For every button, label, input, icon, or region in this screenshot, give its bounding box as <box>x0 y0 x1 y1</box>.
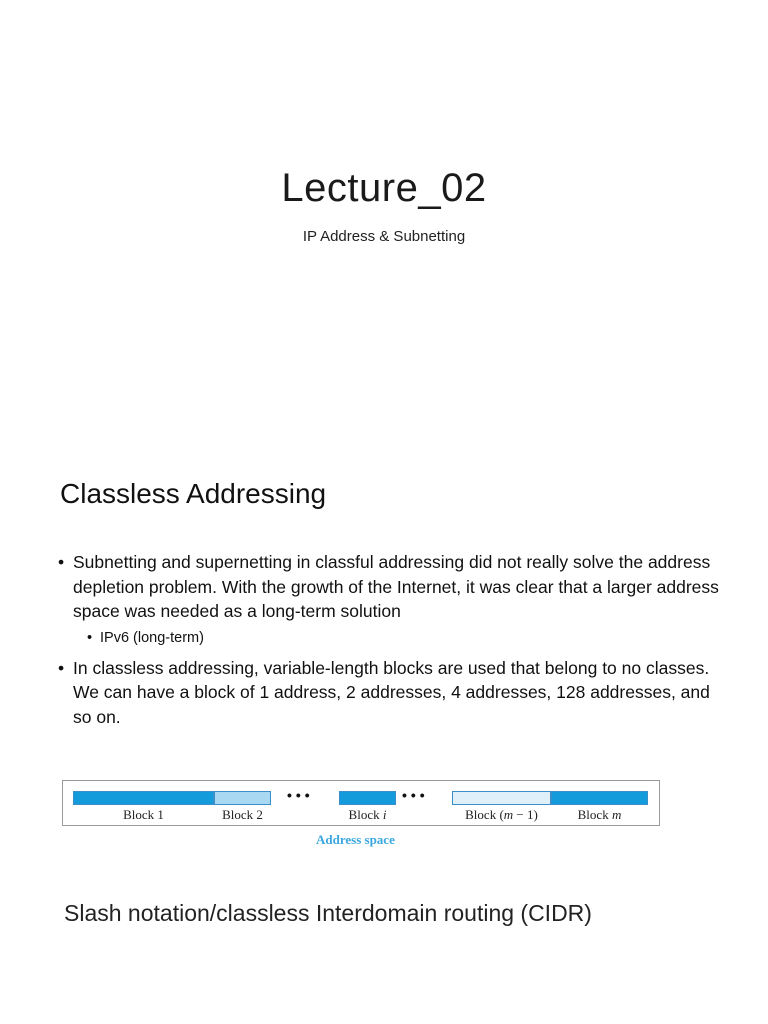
block-m-minus-1-label: Block (m − 1) <box>465 807 538 822</box>
figure-caption: Address space <box>316 832 395 847</box>
bullet-item: • In classless addressing, variable-length blocks are used that belong to no classes. We can have a block of 1 address, 2 addresses, 4 addresses, 128 addresses, and so on. <box>58 656 728 730</box>
slide-heading: Classless Addressing <box>60 478 327 509</box>
figure-frame <box>62 780 660 826</box>
block-2-bar <box>214 791 271 805</box>
sub-bullet-item: • IPv6 (long-term) <box>87 627 728 649</box>
address-space-figure <box>62 780 660 852</box>
block-i-label: Block i <box>348 807 387 822</box>
bullet-list <box>58 550 728 729</box>
block-i-bar <box>339 791 396 805</box>
slide-title-heading: Lecture_02 <box>281 166 487 210</box>
slide-classless-addressing <box>0 450 768 1024</box>
slide-title <box>0 0 768 450</box>
ellipsis-right: ••• <box>402 787 429 803</box>
bullet-item: • Subnetting and supernetting in classful addressing did not really solve the address depletion problem. With the growth of the Internet, it was clear that a larger address space was needed as a long-term solution <box>58 550 728 624</box>
slide-subtitle: IP Address & Subnetting <box>302 228 466 245</box>
block-1-bar <box>73 791 214 805</box>
block-2-label: Block 2 <box>222 807 263 822</box>
block-m-label: Block m <box>577 807 622 822</box>
block-1-label: Block 1 <box>123 807 164 822</box>
block-m-bar <box>551 791 648 805</box>
ellipsis-left: ••• <box>287 787 314 803</box>
cidr-heading: Slash notation/classless Interdomain routing (CIDR) <box>64 900 592 926</box>
block-m-minus-1-bar <box>452 791 551 805</box>
